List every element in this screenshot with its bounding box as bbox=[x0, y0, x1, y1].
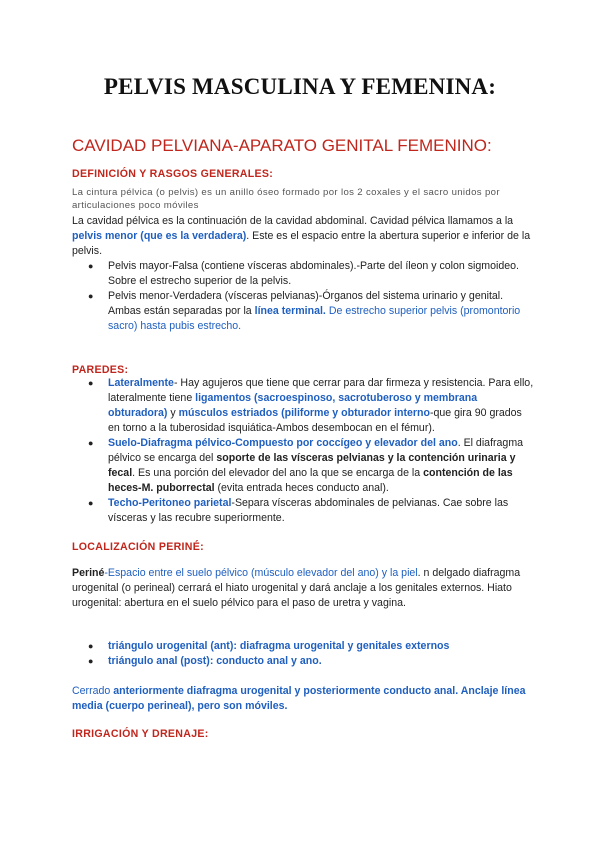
text-span: (evita entrada heces conducto anal). bbox=[214, 482, 389, 494]
bold-text: Periné bbox=[72, 567, 105, 579]
text-span: . n delgado diafragma urogenital (o perineal) cerrará el hiato urogenital y dará anclaje a los genitales externos. Hiato urogenital: abertura en el suelo pélvico para el paso de uretra y vagina. bbox=[72, 567, 521, 609]
text-span: . El diafragma pélvico se encarga del bbox=[108, 437, 524, 464]
paredes-heading: PAREDES: bbox=[72, 364, 129, 376]
list-item bbox=[72, 496, 534, 526]
list-item bbox=[72, 376, 534, 436]
definicion-list bbox=[72, 259, 534, 334]
text-span: . Este es el espacio entre la abertura superior e inferior de la pelvis. bbox=[72, 230, 531, 257]
triangulo-urogenital: triángulo urogenital (ant): diafragma urogenital y genitales externos bbox=[108, 640, 450, 652]
perine-heading: LOCALIZACIÓN PERINÉ: bbox=[72, 541, 204, 553]
list-item bbox=[72, 436, 534, 496]
text-span: - Hay agujeros que tiene que cerrar para dar firmeza y resistencia. Para ello, lateralmente tiene bbox=[108, 377, 534, 404]
bullet-icon: ● bbox=[88, 498, 94, 508]
perine-paragraph bbox=[72, 566, 532, 611]
label-techo: Techo-Peritoneo parietal bbox=[108, 497, 232, 509]
label-lateralmente: Lateralmente bbox=[108, 377, 174, 389]
blue-text: Cerrado bbox=[72, 685, 114, 697]
label-suelo: Suelo-Diafragma pélvico-Compuesto por coccígeo y elevador del ano bbox=[108, 437, 458, 449]
highlight-pelvis-menor: pelvis menor (que es la verdadera) bbox=[72, 230, 247, 242]
ligamentos-text: ligamentos (sacroespinoso, sacrotuberoso y membrana obturadora) bbox=[108, 392, 478, 419]
text-span: y bbox=[167, 407, 179, 419]
text-span: . Es una porción del elevador del ano la que se encarga de la bbox=[132, 467, 424, 479]
bullet-icon: ● bbox=[88, 656, 94, 666]
text-span: Pelvis menor-Verdadera (vísceras pelvianas)-Órganos del sistema urinario y genital. Ambas están separadas por la bbox=[108, 290, 504, 317]
page-title: PELVIS MASCULINA Y FEMENINA: bbox=[103, 74, 497, 99]
triangulo-anal: triángulo anal (post): conducto anal y ano. bbox=[108, 655, 322, 667]
triangulos-list bbox=[72, 639, 534, 669]
text-span: -Separa vísceras abdominales de pelvianas. Cae sobre las vísceras y las recubre superiormente. bbox=[108, 497, 509, 524]
bullet-icon: ● bbox=[88, 261, 94, 271]
paredes-list bbox=[72, 376, 534, 526]
text-span: -que gira 90 grados en torno a la tuberosidad isquiática-Ambos desembocan en el fémur). bbox=[108, 407, 522, 434]
blue-text: De estrecho superior pelvis (promontorio sacro) hasta pubis estrecho. bbox=[108, 305, 521, 332]
bullet-icon: ● bbox=[88, 378, 94, 388]
bold-text: contención de las heces-M. puborrectal bbox=[108, 467, 513, 494]
linea-terminal: línea terminal. bbox=[254, 305, 326, 317]
definicion-heading: DEFINICIÓN Y RASGOS GENERALES: bbox=[72, 168, 274, 180]
list-item bbox=[72, 654, 534, 669]
list-item bbox=[72, 259, 534, 289]
irrigacion-heading: IRRIGACIÓN Y DRENAJE: bbox=[72, 728, 209, 740]
bold-text: soporte de las vísceras pelvianas y la contención urinaria y fecal bbox=[108, 452, 516, 479]
text-span: Pelvis mayor-Falsa (contiene vísceras abdominales).-Parte del íleon y colon sigmoideo. Sobre el estrecho superior de la pelvis. bbox=[108, 260, 519, 287]
text-span: La cavidad pélvica es la continuación de la cavidad abdominal. Cavidad pélvica llamamos a la bbox=[72, 215, 514, 227]
blue-text: -Espacio entre el suelo pélvico (músculo elevador del ano) y la piel bbox=[104, 567, 418, 579]
bullet-icon: ● bbox=[88, 641, 94, 651]
cerrado-paragraph bbox=[72, 684, 532, 714]
definicion-paragraph bbox=[72, 214, 532, 259]
bullet-icon: ● bbox=[88, 438, 94, 448]
definicion-note: La cintura pélvica (o pelvis) es un anillo óseo formado por los 2 coxales y el sacro unidos por articulaciones poco móviles bbox=[72, 187, 500, 211]
bullet-icon: ● bbox=[88, 291, 94, 301]
list-item bbox=[72, 289, 534, 334]
list-item bbox=[72, 639, 534, 654]
section-title: CAVIDAD PELVIANA-APARATO GENITAL FEMENINO: bbox=[72, 136, 492, 155]
musculos-text: músculos estriados (piliforme y obturador interno bbox=[178, 407, 430, 419]
cerrado-bold: anteriormente diafragma urogenital y posteriormente conducto anal. Anclaje línea media (cuerpo perineal), pero son móviles. bbox=[72, 685, 526, 712]
